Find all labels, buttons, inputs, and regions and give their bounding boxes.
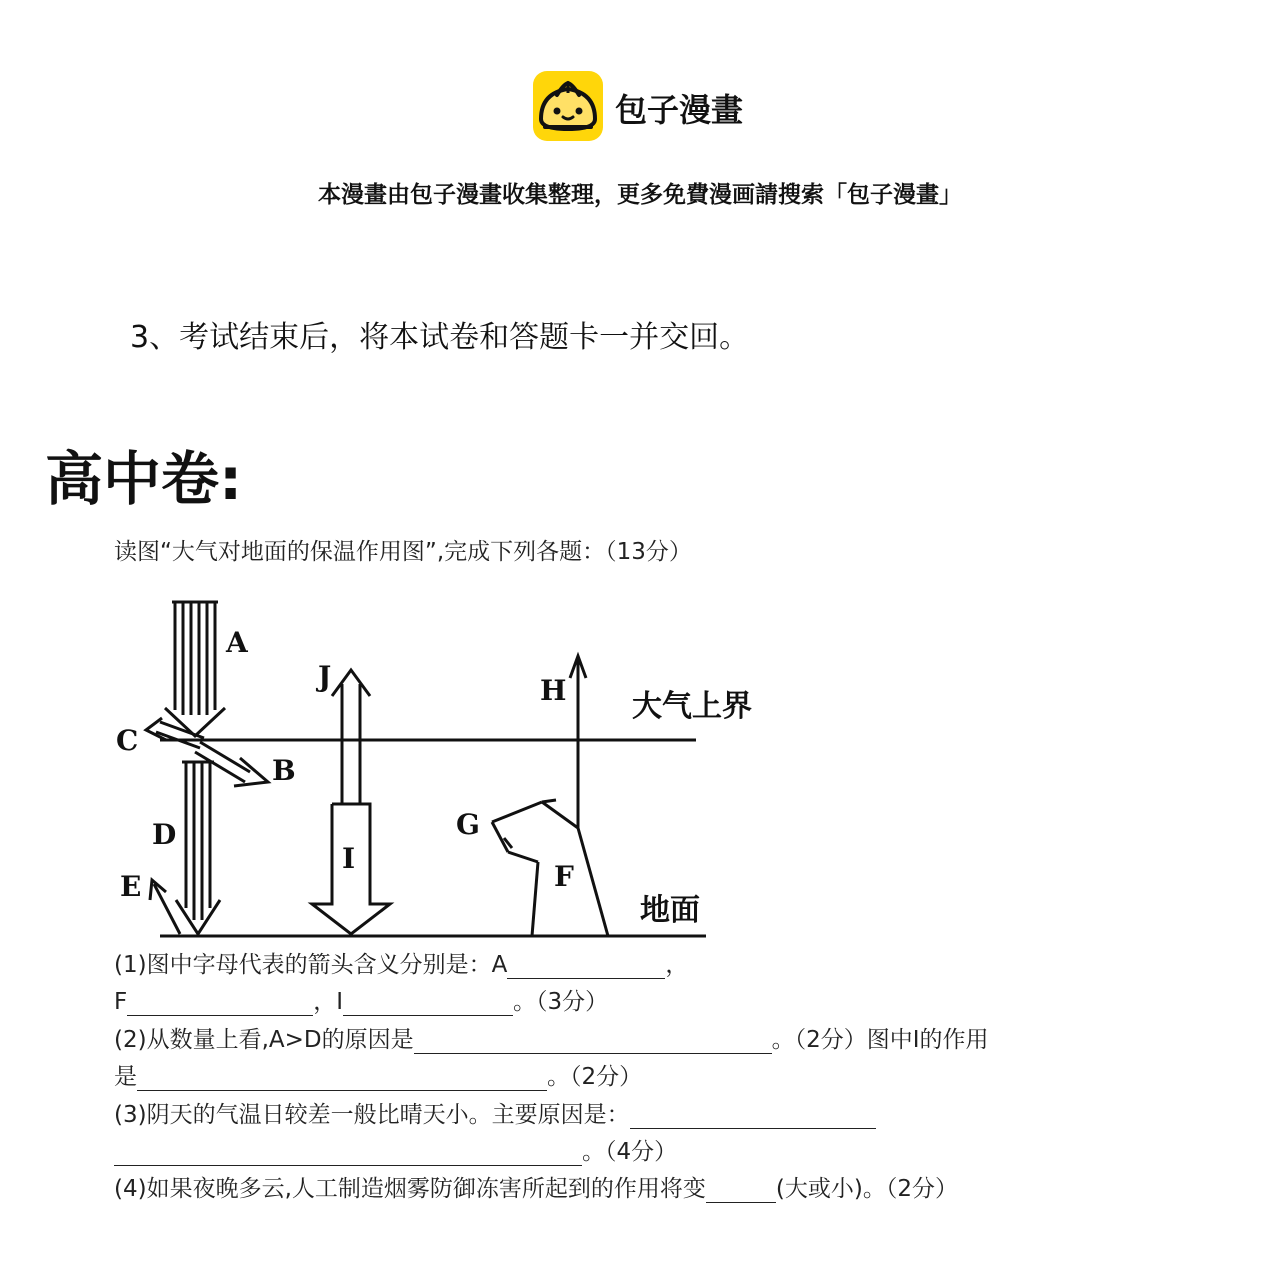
q4-text: (4)如果夜晚多云,人工制造烟雾防御冻害所起到的作用将变	[114, 1176, 706, 1202]
arrow-c	[146, 718, 204, 748]
label-atmosphere-top: 大气上界	[632, 689, 752, 724]
answer-blank-i[interactable]	[343, 993, 513, 1016]
label-g: G	[456, 808, 480, 841]
q2-score: 。（2分）	[547, 1064, 643, 1090]
question-2-line-1	[114, 1021, 989, 1054]
q1-i-label: ，I	[313, 989, 344, 1015]
instruction-line-3: 3、考试结束后，将本试卷和答题卡一并交回。	[130, 320, 750, 355]
q1-f-label: F	[114, 989, 128, 1015]
label-h: H	[540, 674, 567, 707]
answer-blank-q2a[interactable]	[414, 1031, 772, 1054]
atmosphere-insulation-diagram	[100, 590, 800, 940]
section-title: 高中卷:	[45, 445, 243, 513]
label-b: B	[272, 754, 296, 787]
arrow-f-g	[492, 800, 608, 936]
question-2-line-2	[114, 1058, 642, 1091]
label-f: F	[554, 860, 574, 893]
answer-blank-q2b[interactable]	[137, 1068, 547, 1091]
collection-notice: 本漫畫由包子漫畫收集整理，更多免費漫画請搜索「包子漫畫」	[318, 182, 962, 208]
q1-score: 。（3分）	[513, 989, 609, 1015]
q1-text: (1)图中字母代表的箭头含义分别是：A	[114, 952, 508, 978]
bun-logo-icon	[533, 71, 603, 141]
q2-text-3: 是	[114, 1064, 137, 1090]
q2-text: (2)从数量上看,A>D的原因是	[114, 1027, 414, 1053]
answer-blank-q4[interactable]	[706, 1180, 776, 1203]
answer-blank-f[interactable]	[127, 993, 313, 1016]
answer-blank-q3a[interactable]	[630, 1106, 876, 1129]
label-a: A	[226, 626, 248, 659]
arrow-d	[176, 762, 220, 934]
question-1-line-1	[114, 946, 688, 979]
arrow-h	[570, 656, 586, 828]
question-4	[114, 1170, 958, 1203]
brand-name: 包子漫畫	[615, 91, 744, 129]
q3-score: 。（4分）	[582, 1139, 678, 1165]
arrow-j	[332, 670, 370, 804]
label-d: D	[152, 818, 177, 851]
q1-sep: ，	[665, 952, 689, 978]
q2-text-2: 。（2分）图中I的作用	[771, 1027, 989, 1053]
answer-blank-q3b[interactable]	[114, 1143, 582, 1166]
arrow-a	[165, 602, 225, 736]
question-intro: 读图“大气对地面的保温作用图”,完成下列各题：（13分）	[114, 539, 692, 565]
q3-text: (3)阴天的气温日较差一般比晴天小。主要原因是：	[114, 1102, 630, 1128]
label-ground: 地面	[640, 893, 700, 928]
answer-blank-a[interactable]	[507, 956, 665, 979]
question-3-line-2	[114, 1133, 677, 1166]
question-1-line-2	[114, 983, 608, 1016]
label-i: I	[342, 842, 356, 875]
q4-score: (大或小)。（2分）	[775, 1176, 958, 1202]
brand-logo	[533, 71, 763, 141]
question-3-line-1	[114, 1096, 876, 1129]
arrow-e	[150, 880, 180, 934]
arrow-b	[195, 742, 268, 786]
label-e: E	[120, 870, 142, 903]
label-c: C	[116, 724, 139, 757]
label-j: J	[318, 660, 332, 693]
